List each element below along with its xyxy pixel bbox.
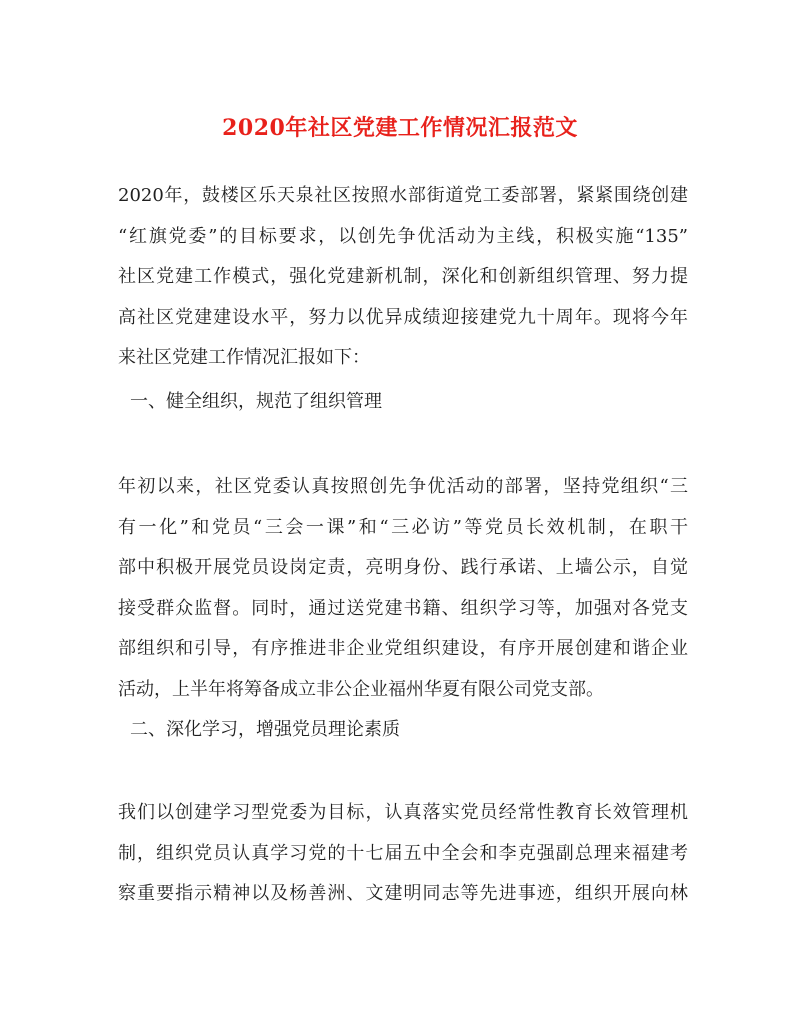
section-heading-1: 一、健全组织，规范了组织管理 — [130, 391, 382, 412]
paragraph-line: 制，组织党员认真学习党的十七届五中全会和李克强副总理来福建考 — [118, 842, 688, 864]
section-heading-2: 二、深化学习，增强党员理论素质 — [130, 719, 400, 740]
paragraph-section-2 — [118, 793, 688, 915]
paragraph-line: 来社区党建工作情况汇报如下： — [118, 347, 370, 368]
paragraph-intro — [118, 176, 688, 379]
paragraph-line: 部中积极开展党员设岗定责，亮明身份、践行承诺、上墙公示，自觉 — [118, 557, 688, 578]
paragraph-section-1 — [118, 467, 688, 710]
document-title: 2020年社区党建工作情况汇报范文 — [222, 115, 578, 141]
paragraph-line: 我们以创建学习型党委为目标，认真落实党员经常性教育长效管理机 — [118, 802, 688, 823]
paragraph-line: 社区党建工作模式，强化党建新机制，深化和创新组织管理、努力提 — [118, 266, 688, 287]
paragraph-line: 高社区党建建设水平，努力以优异成绩迎接建党九十周年。现将今年 — [118, 306, 688, 328]
paragraph-line: “红旗党委”的目标要求，以创先争优活动为主线，积极实施“135” — [118, 225, 688, 247]
paragraph-line: 察重要指示精神以及杨善洲、文建明同志等先进事迹，组织开展向林 — [118, 883, 688, 904]
paragraph-line: 活动，上半年将筹备成立非公企业福州华夏有限公司党支部。 — [118, 678, 604, 700]
paragraph-line: 年初以来，社区党委认真按照创先争优活动的部署，坚持党组织“三 — [118, 476, 688, 497]
paragraph-line: 接受群众监督。同时，通过送党建书籍、组织学习等，加强对各党支 — [118, 597, 688, 619]
paragraph-line: 2020年，鼓楼区乐天泉社区按照水部街道党工委部署，紧紧围绕创建 — [118, 185, 688, 206]
paragraph-line: 部组织和引导，有序推进非企业党组织建设，有序开展创建和谐企业 — [118, 638, 688, 659]
paragraph-line: 有一化”和党员“三会一课”和“三必访”等党员长效机制，在职干 — [118, 516, 688, 538]
